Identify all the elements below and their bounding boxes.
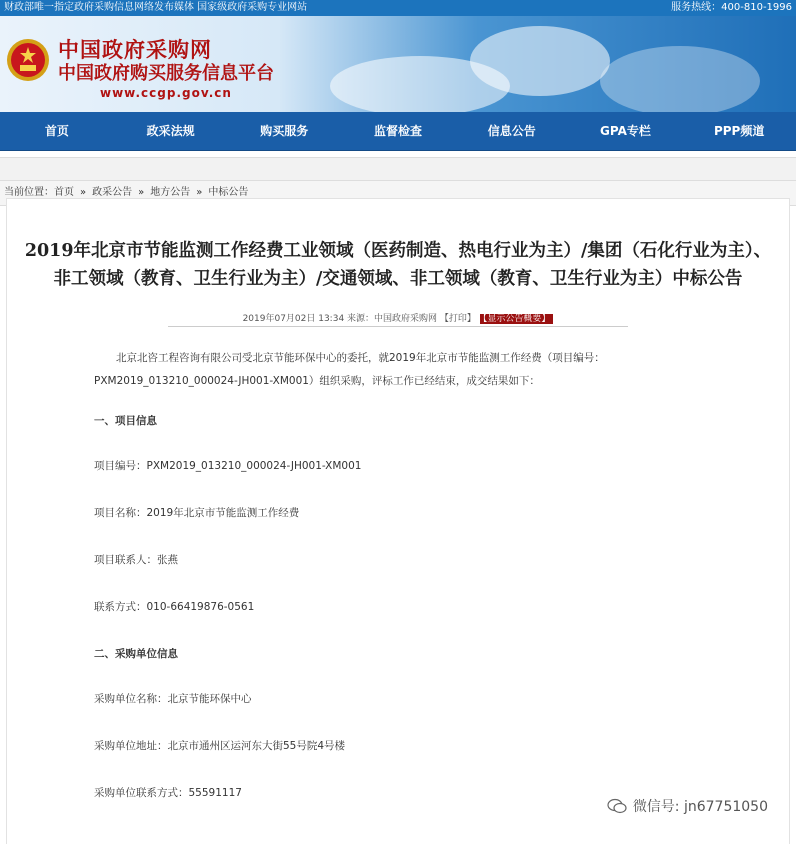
nav-item-announcements[interactable]: 信息公告 xyxy=(487,124,536,138)
service-hotline: 服务热线：400-810-1996 xyxy=(671,2,792,13)
project-contact: 项目联系人：张燕 xyxy=(94,554,178,566)
article-container xyxy=(6,198,790,844)
banner-cloud xyxy=(600,46,760,112)
section-buyer-info: 二、采购单位信息 xyxy=(94,648,178,660)
site-banner xyxy=(0,16,796,112)
project-number: 项目编号：PXM2019_013210_000024-JH001-XM001 xyxy=(94,460,362,472)
article-title: 2019年北京市节能监测工作经费工业领域（医药制造、热电行业为主）/集团（石化行业为主）、非工领域（教育、卫生行业为主）/交通领域、非工领域（教育、卫生行业为主）中标公告 xyxy=(24,241,772,289)
site-url: www.ccgp.gov.cn xyxy=(100,86,232,100)
buyer-phone: 采购单位联系方式：55591117 xyxy=(94,787,242,799)
buyer-name: 采购单位名称：北京节能环保中心 xyxy=(94,693,252,705)
nav-item-supervision[interactable]: 监督检查 xyxy=(374,124,423,138)
project-phone: 联系方式：010-66419876-0561 xyxy=(94,601,255,613)
show-summary-button[interactable]: 【显示公告概要】 xyxy=(480,314,554,324)
nav-item-ppp[interactable]: PPP频道 xyxy=(713,124,765,138)
project-name: 项目名称：2019年北京市节能监测工作经费 xyxy=(94,507,300,519)
buyer-address: 采购单位地址：北京市通州区运河东大街55号院4号楼 xyxy=(94,740,346,752)
nav-item-purchase-services[interactable]: 购买服务 xyxy=(260,124,309,138)
breadcrumb-separator: » xyxy=(196,187,203,198)
section-project-info: 一、项目信息 xyxy=(94,415,157,427)
nav-item-gpa[interactable]: GPA专栏 xyxy=(600,124,651,138)
site-name[interactable]: 中国政府采购网 xyxy=(58,38,212,62)
breadcrumb-award[interactable]: 中标公告 xyxy=(208,187,249,198)
national-emblem-icon xyxy=(6,38,50,82)
article-date-source: 2019年07月02日 13:34 来源：中国政府采购网 【打印】 xyxy=(242,314,476,324)
top-slogan: 财政部唯一指定政府采购信息网络发布媒体 国家级政府采购专业网站 xyxy=(4,2,308,13)
site-subtitle: 中国政府购买服务信息平台 xyxy=(58,63,274,84)
breadcrumb-home[interactable]: 首页 xyxy=(54,187,74,198)
main-nav xyxy=(0,112,796,151)
nav-item-home[interactable]: 首页 xyxy=(44,124,69,138)
breadcrumb-announcements[interactable]: 政采公告 xyxy=(92,187,133,198)
top-info-bar xyxy=(0,0,796,16)
intro-paragraph: 北京北咨工程咨询有限公司受北京节能环保中心的委托，就2019年北京市节能监测工作经费（项目编号：PXM2019_013210_000024-JH001-XM001）组织采购，评标工作已经结束，成交结果如下： xyxy=(94,352,605,387)
nav-item-regulations[interactable]: 政采法规 xyxy=(146,124,195,138)
breadcrumb-local[interactable]: 地方公告 xyxy=(150,187,191,198)
article-body xyxy=(7,347,789,800)
sub-nav-bar xyxy=(0,157,796,180)
breadcrumb-separator: » xyxy=(80,187,87,198)
breadcrumb-separator: » xyxy=(138,187,145,198)
banner-cloud xyxy=(470,26,610,96)
article-meta xyxy=(168,311,628,327)
watermark-text: 微信号: jn67751050 xyxy=(632,799,768,815)
wechat-icon xyxy=(607,798,627,814)
breadcrumb-prefix: 当前位置： xyxy=(4,187,54,198)
wechat-watermark xyxy=(607,796,768,816)
